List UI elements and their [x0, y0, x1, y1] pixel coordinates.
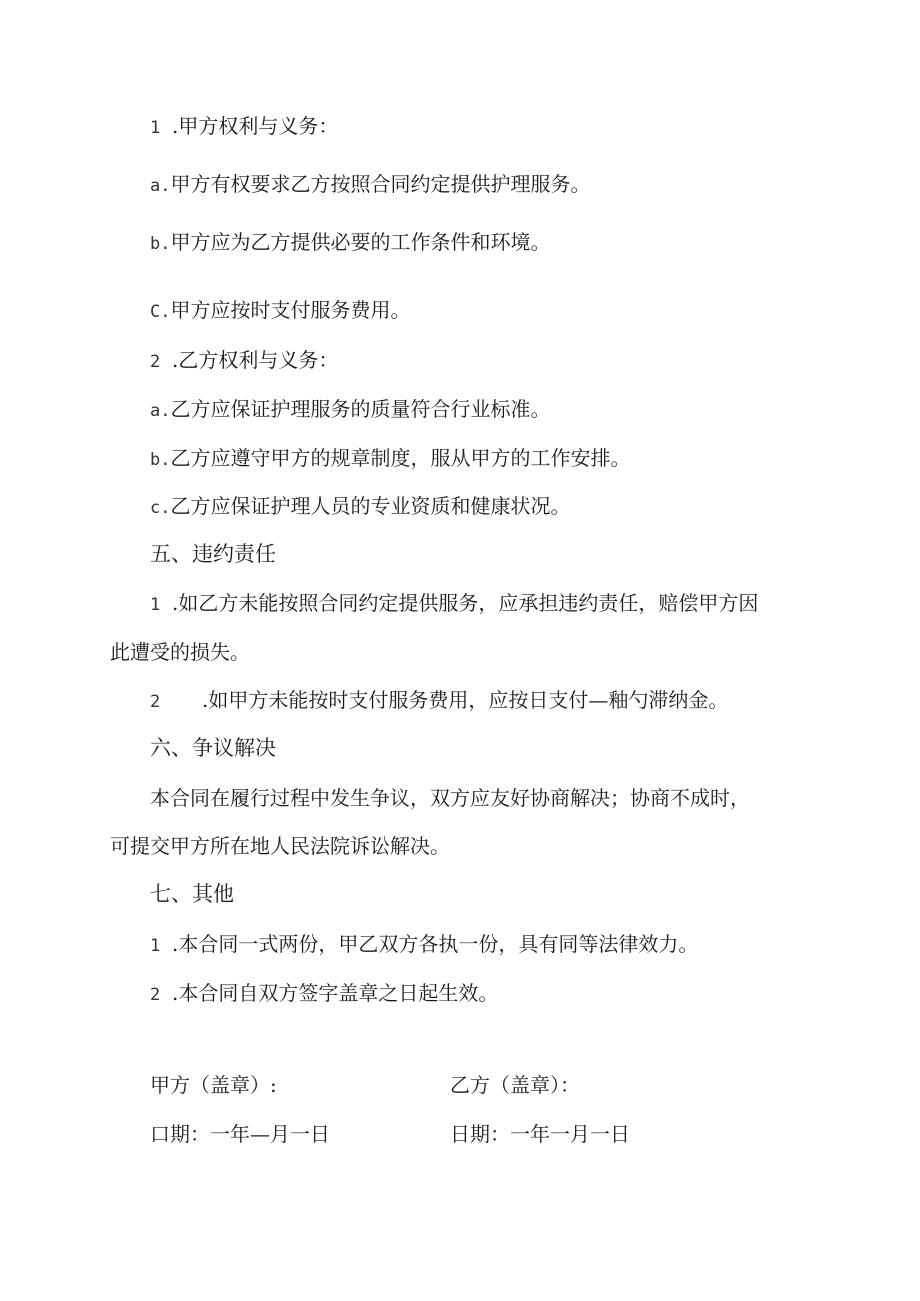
party-a-item-c — [150, 300, 410, 321]
section-5-heading: 五、违约责任 — [150, 542, 276, 566]
item-mark: b. — [150, 234, 171, 254]
party-b-item-b — [150, 448, 630, 469]
item-text: 乙方应遵守甲方的规章制度，服从甲方的工作安排。 — [170, 446, 631, 470]
item-mark: c. — [150, 498, 171, 518]
item-number: 1 — [150, 595, 161, 615]
item-text: .如乙方未能按照合同约定提供服务，应承担违约责任，赔偿甲方因 — [172, 591, 759, 615]
item-mark: b. — [150, 450, 171, 470]
party-b-item-a — [150, 399, 550, 420]
item-text: 乙方应保证护理服务的质量符合行业标准。 — [170, 397, 551, 421]
title-text: .甲方权利与义务： — [172, 114, 339, 138]
item-number: 1 — [150, 118, 161, 138]
party-a-seal-label: 甲方（盖章）: — [150, 1073, 277, 1097]
item-number: 2 — [150, 692, 161, 712]
section-7-item-1 — [150, 934, 698, 955]
item-number: 1 — [150, 936, 161, 956]
section-5-item-1-continued: 此遭受的损失。 — [110, 640, 250, 664]
item-text: .本合同自双方签字盖章之日起生效。 — [172, 981, 499, 1005]
item-number: 2 — [150, 985, 161, 1005]
section-6-text-line-2: 可提交甲方所在地人民法院诉讼解决。 — [110, 834, 450, 858]
party-a-item-a — [150, 174, 590, 195]
section-7-item-2 — [150, 983, 498, 1004]
section-5-item-2 — [150, 690, 728, 711]
party-a-date: 口期：一年—月一日 — [150, 1122, 330, 1146]
item-text: 甲方应按时支付服务费用。 — [170, 298, 411, 322]
item-text: 乙方应保证护理人员的专业资质和健康状况。 — [170, 494, 571, 518]
section-5-item-1 — [150, 593, 758, 614]
party-a-item-b — [150, 232, 550, 253]
item-number: 2 — [150, 352, 161, 372]
item-text: 甲方应为乙方提供必要的工作条件和环境。 — [170, 230, 551, 254]
item-mark: a. — [150, 176, 171, 196]
item-mark: a. — [150, 401, 171, 421]
item-text: 甲方有权要求乙方按照合同约定提供护理服务。 — [170, 172, 591, 196]
party-b-seal-label: 乙方（盖章）： — [450, 1073, 580, 1097]
item-text: .如甲方未能按时支付服务费用，应按日支付—釉勺滞纳金。 — [202, 688, 729, 712]
party-b-date: 日期：一年一月一日 — [450, 1122, 630, 1146]
party-b-item-c — [150, 496, 570, 517]
section-6-heading: 六、争议解决 — [150, 736, 276, 760]
party-a-rights-title — [150, 116, 338, 137]
item-text: .本合同一式两份，甲乙双方各执一份，具有同等法律效力。 — [172, 932, 699, 956]
party-b-rights-title — [150, 350, 338, 371]
title-text: .乙方权利与义务： — [172, 348, 339, 372]
section-7-heading: 七、其他 — [150, 882, 234, 906]
section-6-text-line-1: 本合同在履行过程中发生争议，双方应友好协商解决；协商不成时， — [150, 786, 750, 810]
item-mark: C. — [150, 302, 171, 322]
